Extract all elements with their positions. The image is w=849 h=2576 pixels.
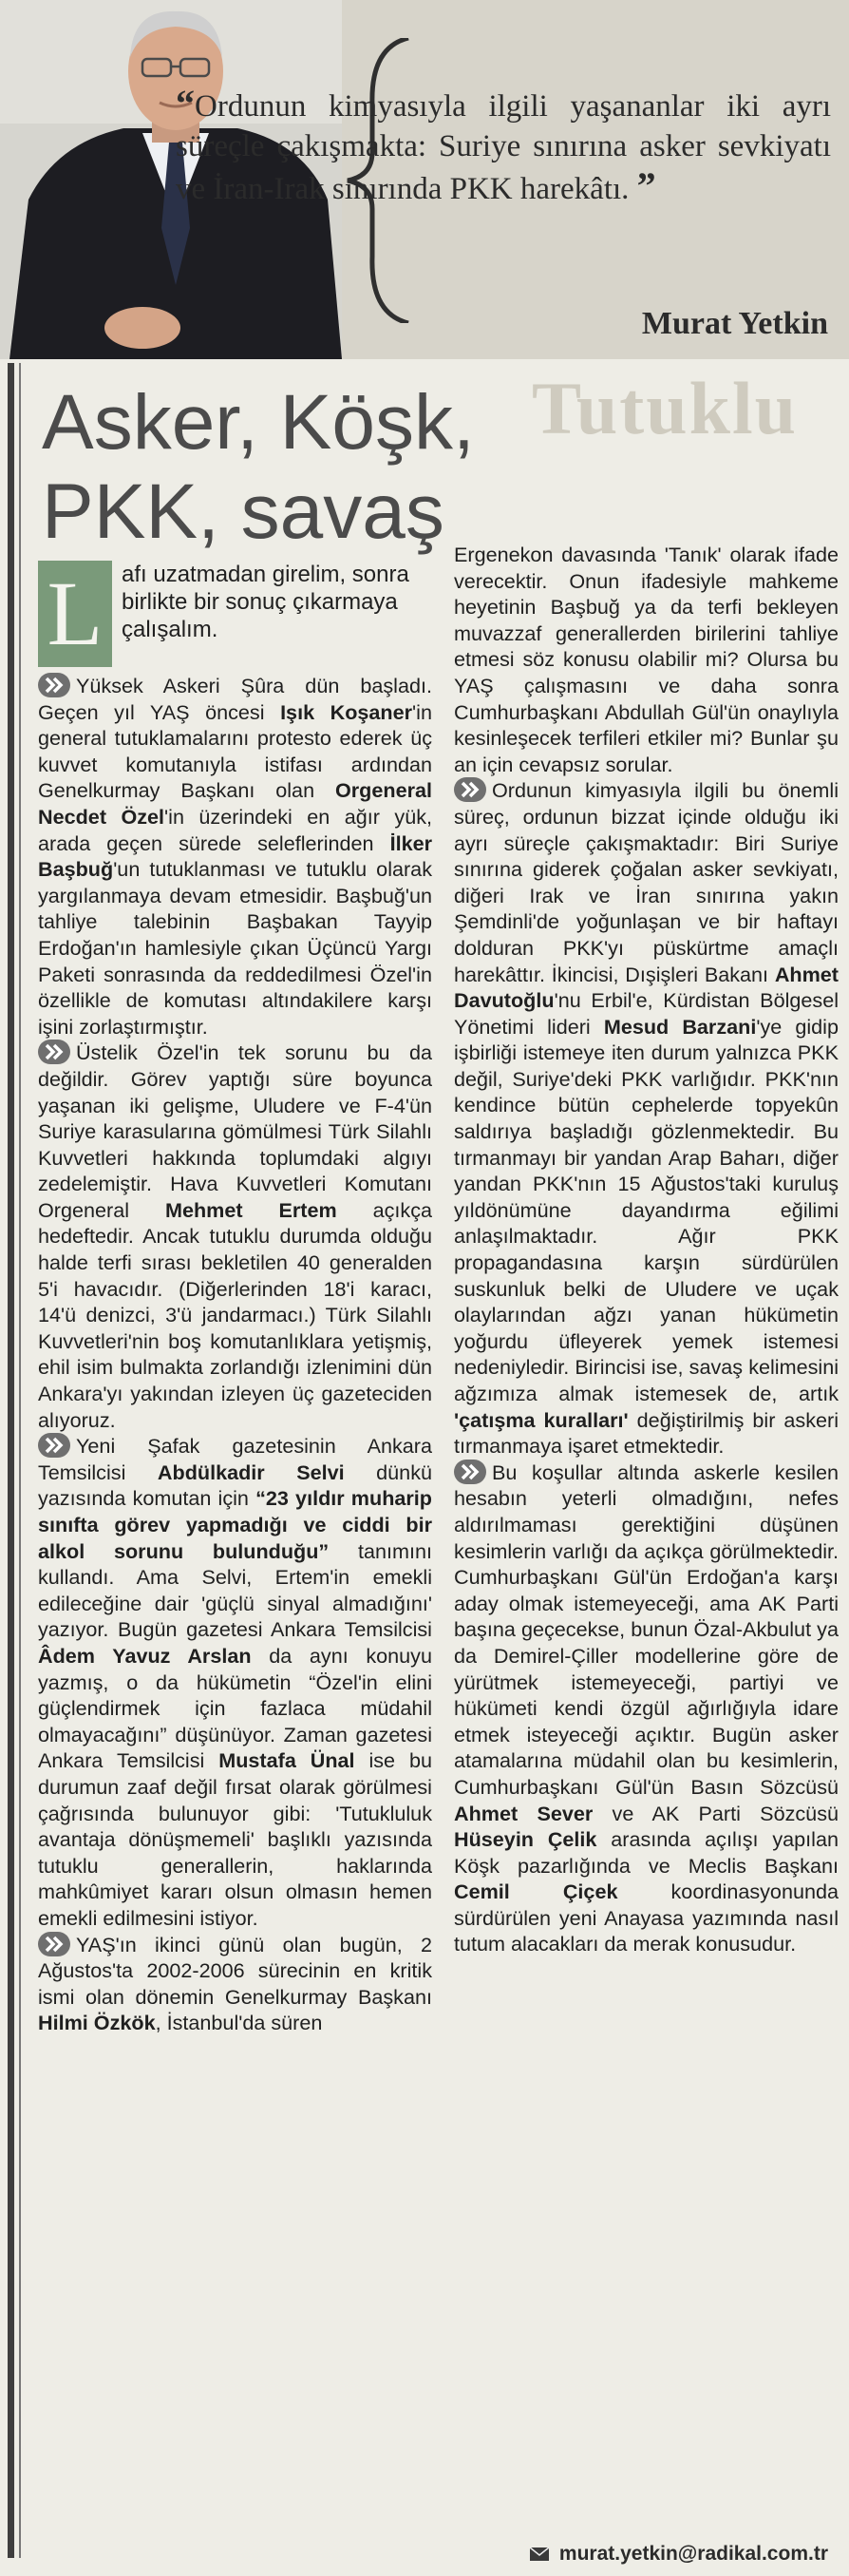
- author-email[interactable]: [529, 2543, 828, 2566]
- paragraph: Yüksek Askeri Şûra dün başladı. Geçen yıl YAŞ öncesi Işık Koşaner'in general tutuklamalarını protesto ederek üç kuvvet komutanıyla istifası ardından Genelkurmay Başkanı olan Orgeneral Necdet Özel'in üzerindeki en ağır yük, arada geçen sürede seleflerinden İlker Başbuğ'un tutuklanması ve tutuklu olarak yargılanmaya devam etmesidir. Başbuğ'un tahliye talebinin Başbakan Tayyip Erdoğan'ın hamlesiyle çıkan Üçüncü Yargı Paketi sonrasında da reddedilmesi Özel'in özellikle de komutası altındakilere karşı işini zorlaştırmıştır.: [38, 674, 432, 1039]
- quote-close-mark: ”: [636, 164, 656, 207]
- double-chevron-icon: [454, 1460, 486, 1484]
- column-rule: [8, 363, 14, 2558]
- paragraph: YAŞ'ın ikinci günü olan bugün, 2 Ağustos'ta 2002-2006 sürecinin en kritik ismi olan dönemin Genelkurmay Başkanı Hilmi Özkök, İstanbul'da süren: [38, 1932, 432, 2035]
- quote-open-mark: “: [176, 82, 195, 124]
- double-chevron-icon: [38, 1932, 70, 1956]
- paragraph: Ergenekon davasında 'Tanık' olarak ifade verecektir. Onun ifadesiyle mahkeme heyetinin Başbuğ ya da terfi bekleyen muvazzaf generallerden birilerini tahliye etmesi söz konusu olabilir mi? Olursa bu YAŞ çalışmasını ve daha sonra Cumhurbaşkanı Abdullah Gül'ün onaylıyla kesinleşecek terfileri etkiler mi? Bunlar şu an için cevapsız sorular.: [454, 543, 839, 776]
- article-title: [42, 378, 517, 557]
- envelope-icon: [529, 2547, 550, 2562]
- intro-block: [38, 561, 432, 673]
- paragraph: Üstelik Özel'in tek sorunu bu da değildir. Görev yaptığı süre boyunca yaşanan iki gelişme, Uludere ve F-4'ün Suriye karasularına gömülmesi Türk Silahlı Kuvvetleri hakkında toplumdaki algıyı zedelemiştir. Hava Kuvvetleri Komutanı Orgeneral Mehmet Ertem açıkça hedeftedir. Ancak tutuklu durumda olduğu halde terfi sırası bekletilen 40 generalden 5'i havacıdır. (Diğerlerinden 18'i karacı, 14'ü denizci, 3'ü jandarmacı.) Türk Silahlı Kuvvetleri'nin boş komutanlıklara yetişmiş, ehil isim bulmakta zorlandığı izlenimini dün Ankara'yı yakından izleyen üç gazeteciden alıyoruz.: [38, 1040, 432, 1432]
- background-ghost-text: Tutuklu: [532, 367, 799, 449]
- paragraph: Bu koşullar altında askerle kesilen hesabın yeterli olmadığını, nefes aldırılmaması gerektiğini düşünen kesimlerin varlığı da açıkça görülmektedir. Cumhurbaşkanı Gül'ün Erdoğan'a karşı aday olmak istemeyeceği, ama AK Parti başına geçecekse, bunun Özal-Akbulut ya da Demirel-Çiller modellerine göre de yürütmek istemeyeceği, partiyi ve hükümeti kendi özgül ağırlığıyla idare etmek isteyeceği açıktır. Bugün asker atamalarına müdahil olan bu kesimlerin, Cumhurbaşkanı Gül'ün Basın Sözcüsü Ahmet Sever ve AK Parti Sözcüsü Hüseyin Çelik arasında açılışı yapılan Köşk pazarlığında ve Meclis Başkanı Cemil Çiçek koordinasyonunda sürdürülen yeni Anayasa yazımında nasıl tutum alacakları da merak konusudur.: [454, 1460, 839, 1956]
- email-text[interactable]: murat.yetkin@radikal.com.tr: [558, 2543, 828, 2565]
- double-chevron-icon: [38, 673, 70, 697]
- quote-author: Murat Yetkin: [641, 306, 828, 341]
- paragraph: Yeni Şafak gazetesinin Ankara Temsilcisi Abdülkadir Selvi dünkü yazısında komutan için “23 yıldır muharip sınıfta görev yapmadığı ve ciddi bir alkol sorunu bulunduğu” tanımını kullandı. Ama Selvi, Ertem'in emekli edileceğine dair 'güçlü sinyal almadığını' yazıyor. Bugün gazetesi Ankara Temsilcisi Âdem Yavuz Arslan da aynı konuyu yazmış, o da hükümetin “Özel'in elini güçlendirmek için fazlaca müdahil olmayacağını” düşünüyor. Zaman gazetesi Ankara Temsilcisi Mustafa Ünal ise bu durumun zaaf değil fırsat olarak görülmesi çağrısında bulunuyor gibi: 'Tutukluluk avantaja dönüşmemeli' başlıklı yazısında tutuklu generallerin, haklarında mahkûmiyet kararı olsun olmasın hemen emekli edilmesini istiyor.: [38, 1434, 433, 1930]
- intro-text: afı uzatmadan girelim, sonra birlikte bir sonuç çıkarmaya çalışalım.: [122, 562, 409, 642]
- paragraph: Ordunun kimyasıyla ilgili bu önemli süreç, ordunun bizzat içinde olduğu iki ayrı süreçle çakışmaktadır: Biri Suriye sınırına giderek çoğalan asker sevkiyatı, diğeri Irak ve İran sınırına yakın Şemdinli'de yoğunlaşan ve bir haftayı dolduran PKK'yı püskürtme amaçlı harekâttır. İkincisi, Dışişleri Bakanı Ahmet Davutoğlu'nu Erbil'e, Kürdistan Bölgesel Yönetimi lideri Mesud Barzani'ye gidip işbirliği istemeye iten durum yalnızca PKK değil, Suriye'deki PKK varlığıdır. PKK'nın kendince bütün cephelerde topyekûn saldırıya başladığı gözlenmektedir. Bu tırmanmayı bir yandan Arap Baharı, diğer yandan PKK'nın 15 Ağustos'taki kuruluş yıldönümüne dayandırma eğilimi anlaşılmaktadır. Ağır PKK propagandasına karşın sürdürülen suskunluk belki de Uludere ve uçak olaylarından ağzı yanan hükümetin yoğurdu üfleyerek yemek istemesi nedeniyledir. Birincisi ise, savaş kelimesini ağzımıza almak istemesek de, artık 'çatışma kuralları' değiştirilmiş bir askeri tırmanmaya işaret etmektedir.: [454, 778, 839, 1459]
- header-band: [0, 0, 849, 359]
- pull-quote-text: Ordunun kimyasıyla ilgili yaşananlar iki ayrı süreçle çakışmakta: Suriye sınırına asker sevkiyatı ve İran-Irak sınırında PKK harekâtı.: [176, 89, 831, 206]
- article-column-left: [38, 561, 432, 2036]
- column-rule-thin: [19, 363, 21, 2558]
- article-column-right: [454, 542, 839, 1957]
- double-chevron-icon: [454, 777, 486, 802]
- pull-quote: [176, 84, 831, 209]
- title-line-2: PKK, savaş: [42, 468, 444, 555]
- double-chevron-icon: [38, 1040, 70, 1064]
- drop-cap: L: [38, 561, 112, 667]
- double-chevron-icon: [38, 1433, 70, 1458]
- title-line-1: Asker, Köşk,: [42, 379, 475, 466]
